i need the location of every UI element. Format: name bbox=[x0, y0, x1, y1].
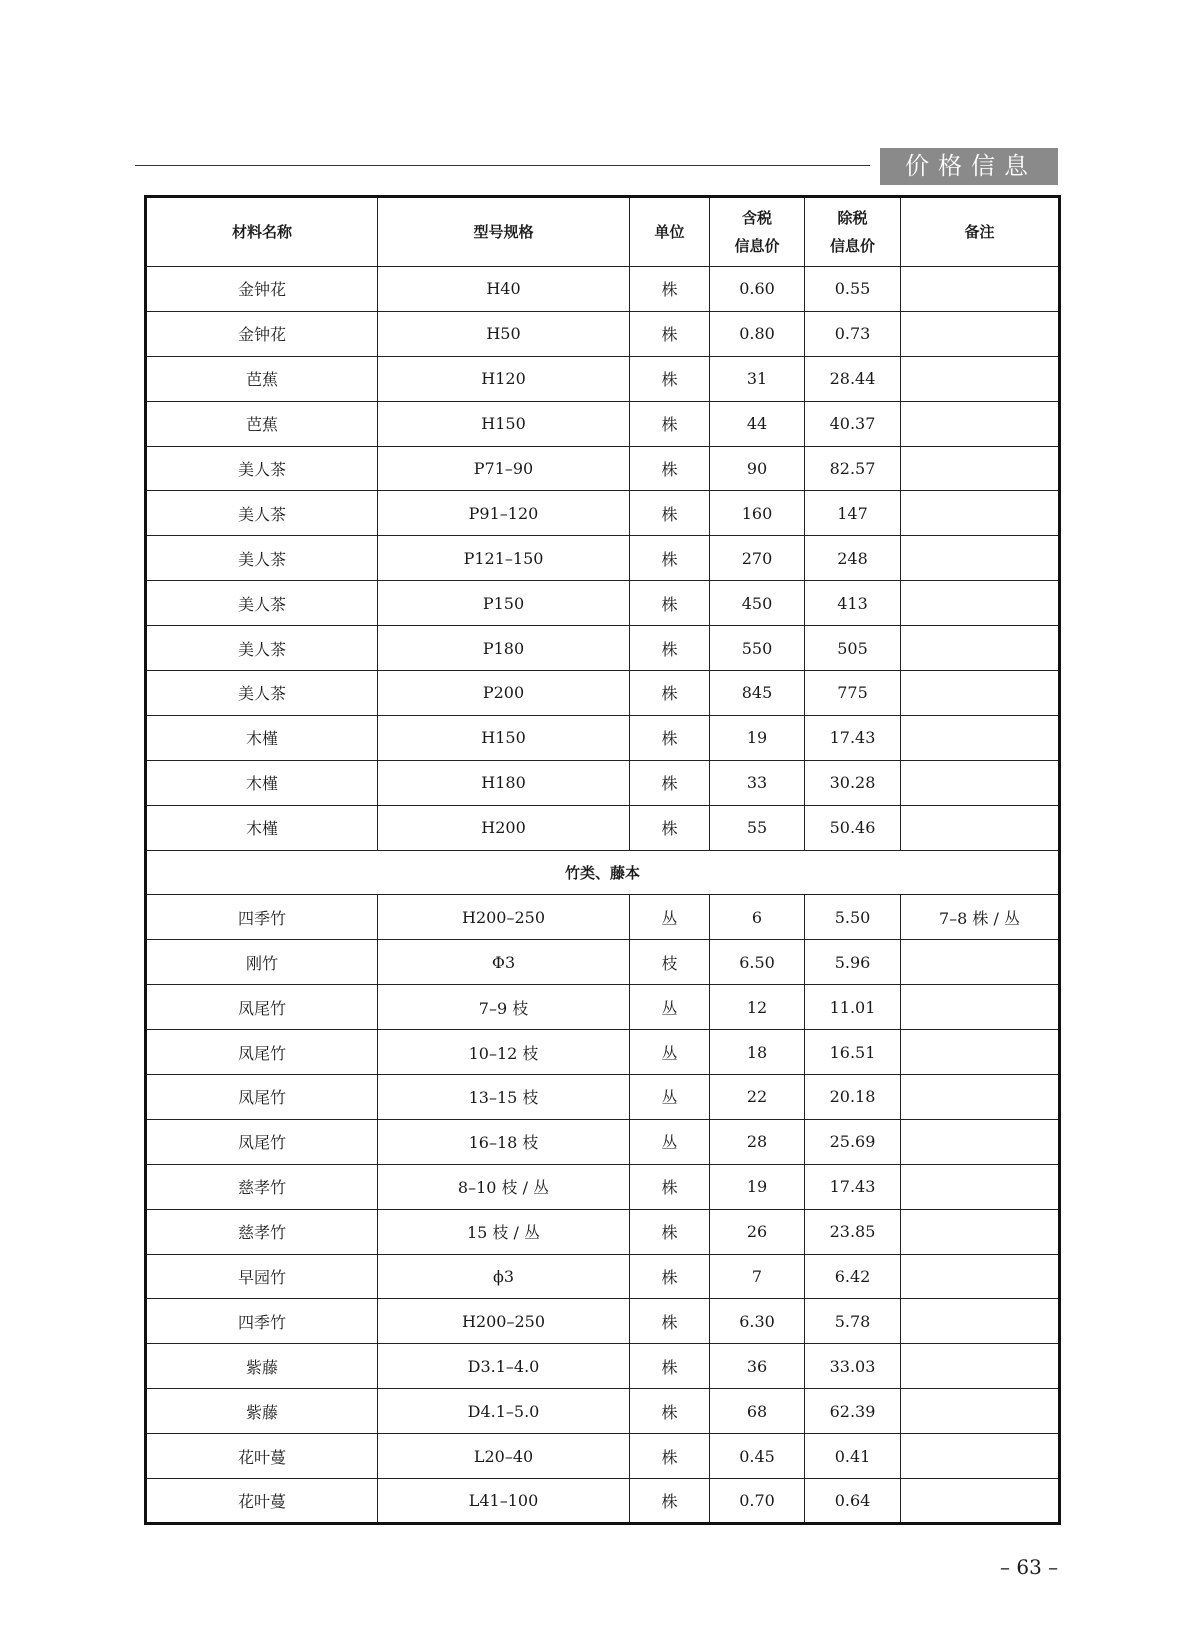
table-row bbox=[146, 805, 1060, 850]
cell-spec: P150 bbox=[378, 581, 630, 626]
cell-name: 慈孝竹 bbox=[146, 1209, 378, 1254]
page-number: – 63 – bbox=[1000, 1555, 1059, 1579]
cell-unit: 株 bbox=[630, 536, 710, 581]
cell-spec: H200 bbox=[378, 805, 630, 850]
table-row bbox=[146, 895, 1060, 940]
cell-note bbox=[901, 1344, 1060, 1389]
cell-note bbox=[901, 626, 1060, 671]
cell-price-notax: 6.42 bbox=[805, 1254, 901, 1299]
cell-price-tax: 7 bbox=[710, 1254, 805, 1299]
cell-price-tax: 6.30 bbox=[710, 1299, 805, 1344]
cell-unit: 株 bbox=[630, 446, 710, 491]
cell-note bbox=[901, 401, 1060, 446]
table-row bbox=[146, 1254, 1060, 1299]
cell-spec: Φ3 bbox=[378, 940, 630, 985]
cell-price-notax: 23.85 bbox=[805, 1209, 901, 1254]
cell-spec: 7–9 枝 bbox=[378, 985, 630, 1030]
cell-spec: P121–150 bbox=[378, 536, 630, 581]
cell-price-notax: 11.01 bbox=[805, 985, 901, 1030]
cell-spec: P91–120 bbox=[378, 491, 630, 536]
cell-unit: 丛 bbox=[630, 895, 710, 940]
price-table bbox=[144, 195, 1061, 1525]
cell-spec: D3.1–4.0 bbox=[378, 1344, 630, 1389]
cell-name: 美人茶 bbox=[146, 626, 378, 671]
cell-spec: 8–10 枝 / 丛 bbox=[378, 1164, 630, 1209]
cell-price-tax: 44 bbox=[710, 401, 805, 446]
cell-price-notax: 775 bbox=[805, 671, 901, 716]
cell-unit: 株 bbox=[630, 626, 710, 671]
cell-note bbox=[901, 536, 1060, 581]
cell-price-notax: 147 bbox=[805, 491, 901, 536]
cell-spec: H40 bbox=[378, 267, 630, 312]
cell-name: 芭蕉 bbox=[146, 356, 378, 401]
cell-note bbox=[901, 940, 1060, 985]
cell-unit: 株 bbox=[630, 1209, 710, 1254]
cell-spec: H50 bbox=[378, 311, 630, 356]
table-row bbox=[146, 1389, 1060, 1434]
cell-price-tax: 6 bbox=[710, 895, 805, 940]
table-row bbox=[146, 940, 1060, 985]
cell-price-notax: 30.28 bbox=[805, 760, 901, 805]
col-header-price-notax bbox=[805, 197, 901, 267]
cell-spec: 15 枝 / 丛 bbox=[378, 1209, 630, 1254]
cell-spec: D4.1–5.0 bbox=[378, 1389, 630, 1434]
cell-unit: 株 bbox=[630, 1344, 710, 1389]
cell-name: 早园竹 bbox=[146, 1254, 378, 1299]
cell-unit: 丛 bbox=[630, 1119, 710, 1164]
cell-price-notax: 20.18 bbox=[805, 1075, 901, 1120]
cell-spec: L41–100 bbox=[378, 1479, 630, 1524]
cell-price-tax: 0.45 bbox=[710, 1434, 805, 1479]
table-row bbox=[146, 985, 1060, 1030]
cell-name: 凤尾竹 bbox=[146, 1119, 378, 1164]
table-row bbox=[146, 491, 1060, 536]
cell-note bbox=[901, 1434, 1060, 1479]
cell-spec: H150 bbox=[378, 401, 630, 446]
cell-price-tax: 18 bbox=[710, 1030, 805, 1075]
cell-note bbox=[901, 1075, 1060, 1120]
cell-price-notax: 28.44 bbox=[805, 356, 901, 401]
cell-price-notax: 5.96 bbox=[805, 940, 901, 985]
cell-price-tax: 0.60 bbox=[710, 267, 805, 312]
cell-note bbox=[901, 805, 1060, 850]
cell-note bbox=[901, 1030, 1060, 1075]
cell-unit: 丛 bbox=[630, 1030, 710, 1075]
cell-note bbox=[901, 1254, 1060, 1299]
cell-price-notax: 0.64 bbox=[805, 1479, 901, 1524]
cell-unit: 株 bbox=[630, 267, 710, 312]
cell-price-tax: 68 bbox=[710, 1389, 805, 1434]
cell-price-tax: 550 bbox=[710, 626, 805, 671]
cell-note bbox=[901, 715, 1060, 760]
col-header-spec: 型号规格 bbox=[378, 197, 630, 267]
section-row bbox=[146, 850, 1060, 895]
cell-price-tax: 31 bbox=[710, 356, 805, 401]
cell-spec: ϕ3 bbox=[378, 1254, 630, 1299]
cell-unit: 株 bbox=[630, 1164, 710, 1209]
table-row bbox=[146, 715, 1060, 760]
cell-price-notax: 0.55 bbox=[805, 267, 901, 312]
cell-price-tax: 12 bbox=[710, 985, 805, 1030]
section-title: 价格信息 bbox=[880, 148, 1058, 185]
cell-price-notax: 0.73 bbox=[805, 311, 901, 356]
cell-name: 木槿 bbox=[146, 715, 378, 760]
cell-name: 美人茶 bbox=[146, 536, 378, 581]
cell-name: 刚竹 bbox=[146, 940, 378, 985]
cell-unit: 丛 bbox=[630, 985, 710, 1030]
cell-unit: 株 bbox=[630, 715, 710, 760]
cell-price-tax: 33 bbox=[710, 760, 805, 805]
cell-unit: 株 bbox=[630, 491, 710, 536]
cell-price-notax: 50.46 bbox=[805, 805, 901, 850]
cell-spec: H120 bbox=[378, 356, 630, 401]
table-row bbox=[146, 1299, 1060, 1344]
table-row bbox=[146, 1030, 1060, 1075]
col-header-price-tax bbox=[710, 197, 805, 267]
cell-unit: 株 bbox=[630, 1254, 710, 1299]
cell-price-tax: 160 bbox=[710, 491, 805, 536]
cell-price-notax: 505 bbox=[805, 626, 901, 671]
cell-price-notax: 25.69 bbox=[805, 1119, 901, 1164]
cell-name: 花叶蔓 bbox=[146, 1434, 378, 1479]
cell-price-notax: 5.50 bbox=[805, 895, 901, 940]
cell-name: 美人茶 bbox=[146, 671, 378, 716]
cell-name: 四季竹 bbox=[146, 1299, 378, 1344]
cell-price-tax: 0.80 bbox=[710, 311, 805, 356]
cell-price-tax: 0.70 bbox=[710, 1479, 805, 1524]
cell-spec: 16–18 枝 bbox=[378, 1119, 630, 1164]
cell-note bbox=[901, 311, 1060, 356]
cell-unit: 株 bbox=[630, 356, 710, 401]
cell-price-tax: 26 bbox=[710, 1209, 805, 1254]
cell-note bbox=[901, 1299, 1060, 1344]
cell-name: 花叶蔓 bbox=[146, 1479, 378, 1524]
cell-price-tax: 90 bbox=[710, 446, 805, 491]
table-row bbox=[146, 1119, 1060, 1164]
cell-note bbox=[901, 356, 1060, 401]
table-row bbox=[146, 267, 1060, 312]
cell-name: 慈孝竹 bbox=[146, 1164, 378, 1209]
table-row bbox=[146, 536, 1060, 581]
cell-spec: 13–15 枝 bbox=[378, 1075, 630, 1120]
cell-unit: 株 bbox=[630, 311, 710, 356]
cell-price-notax: 413 bbox=[805, 581, 901, 626]
cell-note bbox=[901, 1164, 1060, 1209]
col-header-unit: 单位 bbox=[630, 197, 710, 267]
cell-unit: 丛 bbox=[630, 1075, 710, 1120]
cell-note bbox=[901, 446, 1060, 491]
cell-spec: 10–12 枝 bbox=[378, 1030, 630, 1075]
cell-price-notax: 248 bbox=[805, 536, 901, 581]
cell-spec: H150 bbox=[378, 715, 630, 760]
cell-name: 金钟花 bbox=[146, 311, 378, 356]
col-header-price-notax-line1: 除税 bbox=[837, 209, 868, 227]
col-header-name: 材料名称 bbox=[146, 197, 378, 267]
col-header-price-tax-line2: 信息价 bbox=[734, 237, 780, 255]
cell-price-notax: 33.03 bbox=[805, 1344, 901, 1389]
cell-unit: 株 bbox=[630, 760, 710, 805]
table-body bbox=[146, 267, 1060, 1524]
table-row bbox=[146, 1164, 1060, 1209]
header-rule bbox=[135, 165, 870, 166]
cell-price-tax: 22 bbox=[710, 1075, 805, 1120]
cell-note bbox=[901, 985, 1060, 1030]
cell-price-notax: 0.41 bbox=[805, 1434, 901, 1479]
cell-price-notax: 40.37 bbox=[805, 401, 901, 446]
cell-spec: H180 bbox=[378, 760, 630, 805]
cell-spec: P180 bbox=[378, 626, 630, 671]
cell-unit: 株 bbox=[630, 805, 710, 850]
table-row bbox=[146, 626, 1060, 671]
cell-name: 美人茶 bbox=[146, 491, 378, 536]
cell-unit: 株 bbox=[630, 1434, 710, 1479]
cell-name: 凤尾竹 bbox=[146, 1075, 378, 1120]
cell-name: 紫藤 bbox=[146, 1344, 378, 1389]
table-row bbox=[146, 1479, 1060, 1524]
cell-name: 木槿 bbox=[146, 760, 378, 805]
cell-note bbox=[901, 581, 1060, 626]
cell-price-tax: 55 bbox=[710, 805, 805, 850]
cell-unit: 株 bbox=[630, 1299, 710, 1344]
section-label: 竹类、藤本 bbox=[146, 850, 1060, 895]
cell-price-tax: 450 bbox=[710, 581, 805, 626]
cell-price-notax: 16.51 bbox=[805, 1030, 901, 1075]
cell-note bbox=[901, 1479, 1060, 1524]
cell-note: 7–8 株 / 丛 bbox=[901, 895, 1060, 940]
table-row bbox=[146, 671, 1060, 716]
cell-name: 紫藤 bbox=[146, 1389, 378, 1434]
cell-price-tax: 19 bbox=[710, 715, 805, 760]
cell-unit: 株 bbox=[630, 1479, 710, 1524]
table-row bbox=[146, 1209, 1060, 1254]
table-row bbox=[146, 1075, 1060, 1120]
cell-name: 芭蕉 bbox=[146, 401, 378, 446]
table-header-row bbox=[146, 197, 1060, 267]
cell-price-notax: 17.43 bbox=[805, 1164, 901, 1209]
table-row bbox=[146, 401, 1060, 446]
cell-note bbox=[901, 1209, 1060, 1254]
cell-note bbox=[901, 671, 1060, 716]
cell-name: 金钟花 bbox=[146, 267, 378, 312]
cell-name: 美人茶 bbox=[146, 446, 378, 491]
cell-price-tax: 845 bbox=[710, 671, 805, 716]
cell-unit: 株 bbox=[630, 1389, 710, 1434]
cell-unit: 株 bbox=[630, 401, 710, 446]
cell-price-tax: 36 bbox=[710, 1344, 805, 1389]
cell-price-notax: 62.39 bbox=[805, 1389, 901, 1434]
col-header-price-tax-line1: 含税 bbox=[741, 209, 772, 227]
table-row bbox=[146, 581, 1060, 626]
cell-price-notax: 82.57 bbox=[805, 446, 901, 491]
table-row bbox=[146, 1344, 1060, 1389]
cell-price-tax: 270 bbox=[710, 536, 805, 581]
cell-spec: H200–250 bbox=[378, 1299, 630, 1344]
col-header-note: 备注 bbox=[901, 197, 1060, 267]
table-row bbox=[146, 446, 1060, 491]
cell-name: 美人茶 bbox=[146, 581, 378, 626]
cell-price-notax: 17.43 bbox=[805, 715, 901, 760]
cell-note bbox=[901, 491, 1060, 536]
cell-spec: H200–250 bbox=[378, 895, 630, 940]
cell-price-tax: 28 bbox=[710, 1119, 805, 1164]
cell-note bbox=[901, 1389, 1060, 1434]
table-row bbox=[146, 760, 1060, 805]
table-row bbox=[146, 356, 1060, 401]
cell-price-tax: 19 bbox=[710, 1164, 805, 1209]
cell-unit: 株 bbox=[630, 671, 710, 716]
table-row bbox=[146, 1434, 1060, 1479]
cell-note bbox=[901, 267, 1060, 312]
table-row bbox=[146, 311, 1060, 356]
cell-name: 凤尾竹 bbox=[146, 1030, 378, 1075]
cell-note bbox=[901, 1119, 1060, 1164]
cell-spec: P200 bbox=[378, 671, 630, 716]
cell-name: 四季竹 bbox=[146, 895, 378, 940]
cell-name: 凤尾竹 bbox=[146, 985, 378, 1030]
cell-unit: 株 bbox=[630, 581, 710, 626]
cell-spec: P71–90 bbox=[378, 446, 630, 491]
cell-spec: L20–40 bbox=[378, 1434, 630, 1479]
cell-price-tax: 6.50 bbox=[710, 940, 805, 985]
cell-note bbox=[901, 760, 1060, 805]
cell-name: 木槿 bbox=[146, 805, 378, 850]
cell-unit: 枝 bbox=[630, 940, 710, 985]
cell-price-notax: 5.78 bbox=[805, 1299, 901, 1344]
col-header-price-notax-line2: 信息价 bbox=[829, 237, 875, 255]
